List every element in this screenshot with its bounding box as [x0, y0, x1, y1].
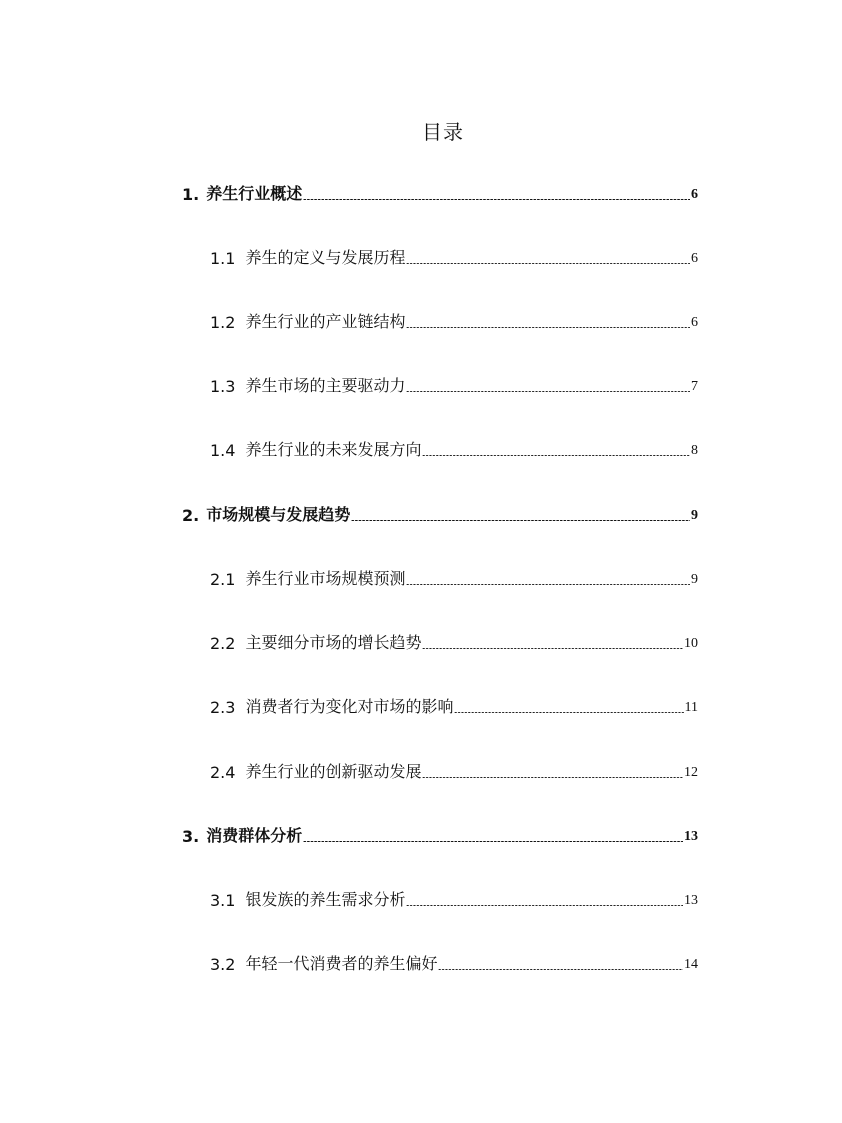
toc-entry-number: 1.3 — [210, 377, 236, 396]
toc-entry-title: 银发族的养生需求分析 — [245, 890, 406, 909]
toc-entry-page: 9 — [691, 572, 698, 587]
dot-leader — [438, 969, 683, 970]
toc-entry-2-2[interactable] — [210, 629, 698, 655]
toc-entry-title: 养生行业的创新驱动发展 — [245, 762, 422, 781]
toc-entry-1[interactable] — [182, 180, 698, 206]
toc-entry-title: 年轻一代消费者的养生偏好 — [245, 954, 438, 973]
toc-entry-title: 养生行业的产业链结构 — [245, 312, 406, 331]
toc-entry-number: 2.4 — [210, 763, 236, 782]
dot-leader — [406, 905, 683, 906]
toc-entry-page: 10 — [684, 636, 698, 651]
dot-leader — [406, 327, 690, 328]
toc-entry-3[interactable] — [182, 822, 698, 848]
toc-entry-page: 13 — [684, 829, 698, 844]
toc-entry-1-4[interactable] — [210, 436, 698, 462]
toc-entry-page: 6 — [691, 315, 698, 330]
dot-leader — [406, 263, 690, 264]
toc-entry-number: 1. — [182, 185, 200, 204]
toc-entry-page: 6 — [691, 251, 698, 266]
dot-leader — [303, 841, 683, 842]
toc-entry-page: 14 — [684, 957, 698, 972]
toc-entry-page: 9 — [691, 508, 698, 523]
toc-entry-number: 1.1 — [210, 249, 236, 268]
toc-entry-number: 2.1 — [210, 570, 236, 589]
toc-entry-page: 6 — [691, 187, 698, 202]
toc-entry-number: 2. — [182, 506, 200, 525]
toc-entry-title: 养生行业市场规模预测 — [245, 569, 406, 588]
toc-entry-1-3[interactable] — [210, 372, 698, 398]
toc-entry-title: 养生的定义与发展历程 — [245, 248, 406, 267]
toc-entry-title: 养生行业的未来发展方向 — [245, 440, 422, 459]
toc-entry-3-2[interactable] — [210, 950, 698, 976]
toc-entry-page: 7 — [691, 379, 698, 394]
toc-entry-number: 3. — [182, 827, 200, 846]
toc-entry-number: 3.2 — [210, 955, 236, 974]
dot-leader — [303, 199, 690, 200]
toc-entry-2-1[interactable] — [210, 565, 698, 591]
toc-entry-page: 8 — [691, 443, 698, 458]
toc-entry-page: 12 — [684, 765, 698, 780]
toc-entry-number: 3.1 — [210, 891, 236, 910]
toc-entry-2-3[interactable] — [210, 693, 698, 719]
toc-entry-number: 2.2 — [210, 634, 236, 653]
toc-entry-1-1[interactable] — [210, 244, 698, 270]
toc-entry-title: 主要细分市场的增长趋势 — [245, 633, 422, 652]
toc-entry-title: 市场规模与发展趋势 — [206, 505, 351, 524]
dot-leader — [406, 391, 690, 392]
dot-leader — [406, 584, 690, 585]
dot-leader — [454, 712, 683, 713]
toc-title: 目录 — [422, 120, 464, 144]
toc-entry-number: 1.4 — [210, 441, 236, 460]
dot-leader — [422, 455, 690, 456]
toc-entry-title: 养生市场的主要驱动力 — [245, 376, 406, 395]
toc-entry-title: 养生行业概述 — [206, 184, 303, 203]
toc-entry-2[interactable] — [182, 501, 698, 527]
dot-leader — [422, 777, 683, 778]
toc-entry-number: 1.2 — [210, 313, 236, 332]
toc-entry-page: 13 — [684, 893, 698, 908]
toc-entry-1-2[interactable] — [210, 308, 698, 334]
toc-entry-page: 11 — [684, 700, 698, 715]
toc-entry-2-4[interactable] — [210, 758, 698, 784]
toc-entry-title: 消费者行为变化对市场的影响 — [245, 697, 454, 716]
toc-entry-3-1[interactable] — [210, 886, 698, 912]
toc-entry-number: 2.3 — [210, 698, 236, 717]
dot-leader — [351, 520, 690, 521]
toc-entry-title: 消费群体分析 — [206, 826, 303, 845]
dot-leader — [422, 648, 683, 649]
